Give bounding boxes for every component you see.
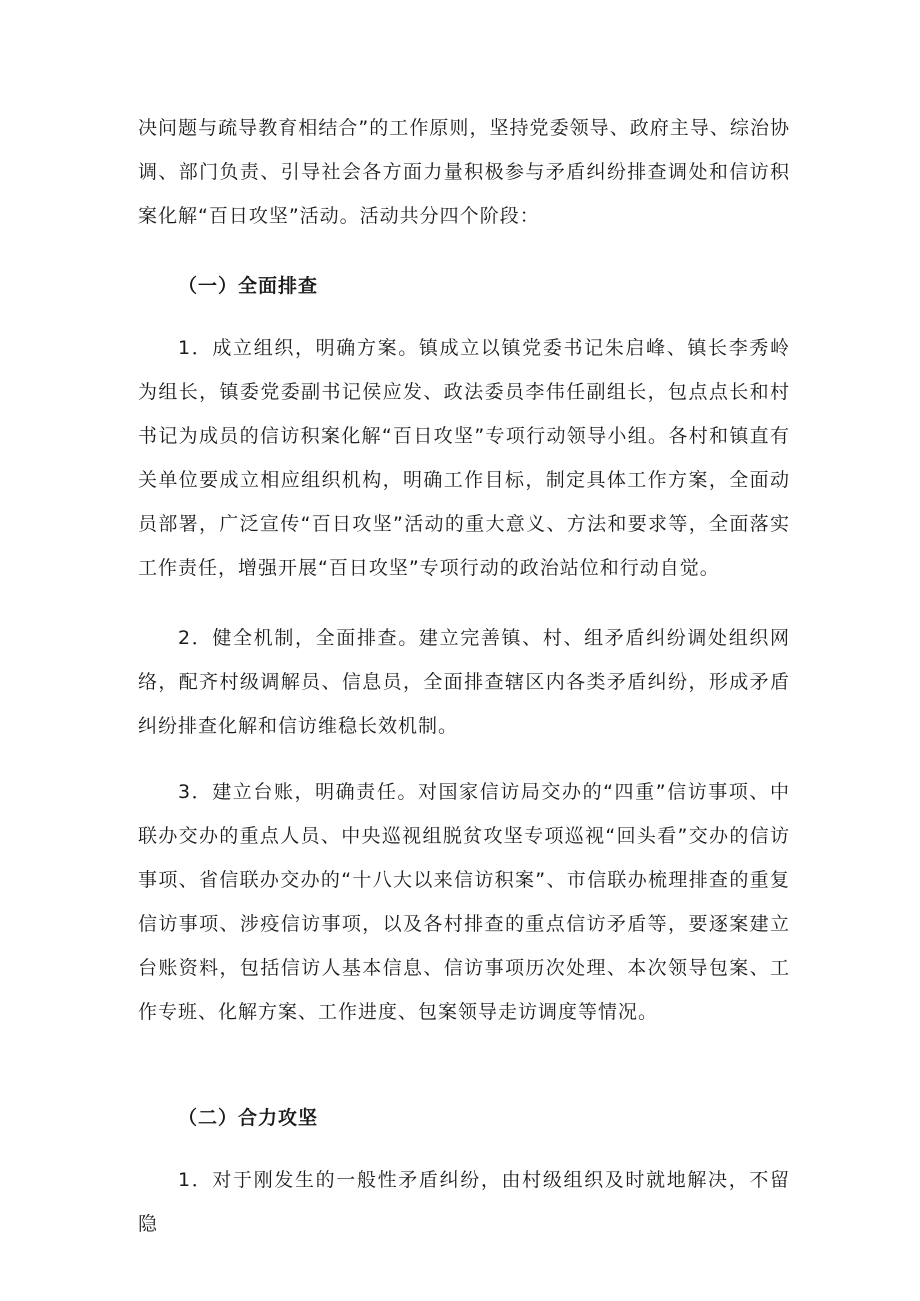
paragraph-item-2-1: 1．对于刚发生的一般性矛盾纠纷，由村级组织及时就地解决，不留隐 <box>138 1169 790 1235</box>
paragraph-continuation: 决问题与疏导教育相结合”的工作原则，坚持党委领导、政府主导、综治协调、部门负责、引导社会各方面力量积极参与矛盾纠纷排查调处和信访积案化解“百日攻坚”活动。活动共分四个阶段： <box>138 117 790 227</box>
section-heading-1: （一）全面排查 <box>178 275 319 297</box>
section-heading-2: （二）合力攻坚 <box>178 1107 319 1129</box>
paragraph-item-1-1: 1．成立组织，明确方案。镇成立以镇党委书记朱启峰、镇长李秀岭为组长，镇委党委副书记侯应发、政法委员李伟任副组长，包点点长和村书记为成员的信访积案化解“百日攻坚”专项行动领导小组。各村和镇直有关单位要成立相应组织机构，明确工作目标，制定具体工作方案，全面动员部署，广泛宣传“百日攻坚”活动的重大意义、方法和要求等，全面落实工作责任，增强开展“百日攻坚”专项行动的政治站位和行动自觉。 <box>138 337 790 579</box>
paragraph-item-1-2: 2．健全机制，全面排查。建立完善镇、村、组矛盾纠纷调处组织网络，配齐村级调解员、信息员，全面排查辖区内各类矛盾纠纷，形成矛盾纠纷排查化解和信访维稳长效机制。 <box>138 627 790 737</box>
paragraph-item-1-3: 3．建立台账，明确责任。对国家信访局交办的“四重”信访事项、中联办交办的重点人员、中央巡视组脱贫攻坚专项巡视“回头看”交办的信访事项、省信联办交办的“十八大以来信访积案”、市信联办梳理排查的重复信访事项、涉疫信访事项，以及各村排查的重点信访矛盾等，要逐案建立台账资料，包括信访人基本信息、信访事项历次处理、本次领导包案、工作专班、化解方案、工作进度、包案领导走访调度等情况。 <box>138 781 790 1023</box>
